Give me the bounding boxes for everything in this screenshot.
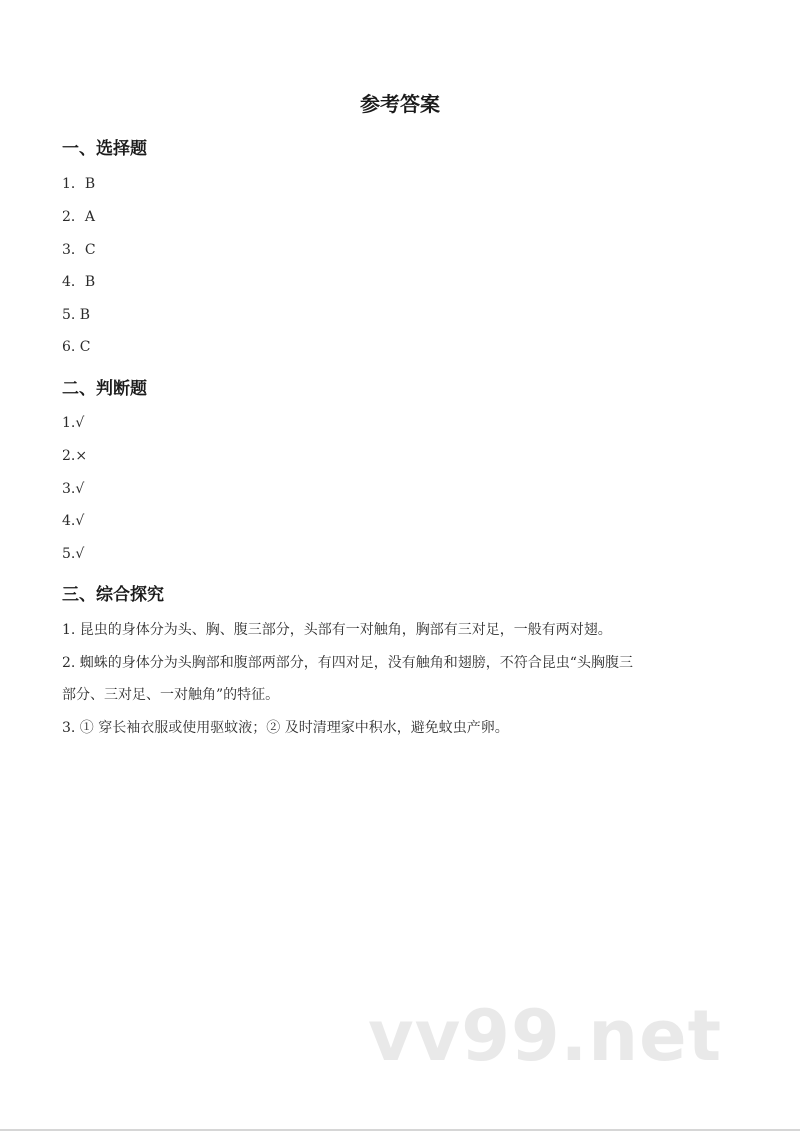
tf-answer-5: 5.√ (62, 546, 85, 562)
section-heading-multiple-choice: 一、选择题 (62, 139, 147, 159)
section-heading-true-false: 二、判断题 (62, 379, 147, 399)
tf-answer-4: 4.√ (62, 513, 85, 529)
inquiry-answer-2-line-2: 部分、三对足、一对触角”的特征。 (62, 687, 280, 703)
tf-answer-2: 2.× (62, 448, 88, 464)
mc-answer-3: 3．C (62, 242, 96, 258)
mc-answer-2: 2．A (62, 209, 96, 225)
page-bottom-divider (0, 1129, 800, 1131)
mc-answer-4: 4．B (62, 274, 96, 290)
page-title: 参考答案 (360, 92, 440, 116)
inquiry-answer-2-line-1: 2. 蜘蛛的身体分为头胸部和腹部两部分，有四对足，没有触角和翅膀，不符合昆虫“头胸腹三 (62, 655, 633, 671)
site-watermark: vv99.net (368, 995, 723, 1077)
tf-answer-1: 1.√ (62, 415, 85, 431)
inquiry-answer-3: 3. ① 穿长袖衣服或使用驱蚊液；② 及时清理家中积水，避免蚊虫产卵。 (62, 720, 509, 736)
section-heading-inquiry: 三、综合探究 (62, 585, 164, 605)
inquiry-answer-1: 1. 昆虫的身体分为头、胸、腹三部分，头部有一对触角，胸部有三对足，一般有两对翅。 (62, 622, 612, 638)
mc-answer-1: 1．B (62, 176, 96, 192)
mc-answer-5: 5. B (62, 307, 91, 323)
mc-answer-6: 6. C (62, 339, 91, 355)
tf-answer-3: 3.√ (62, 481, 85, 497)
